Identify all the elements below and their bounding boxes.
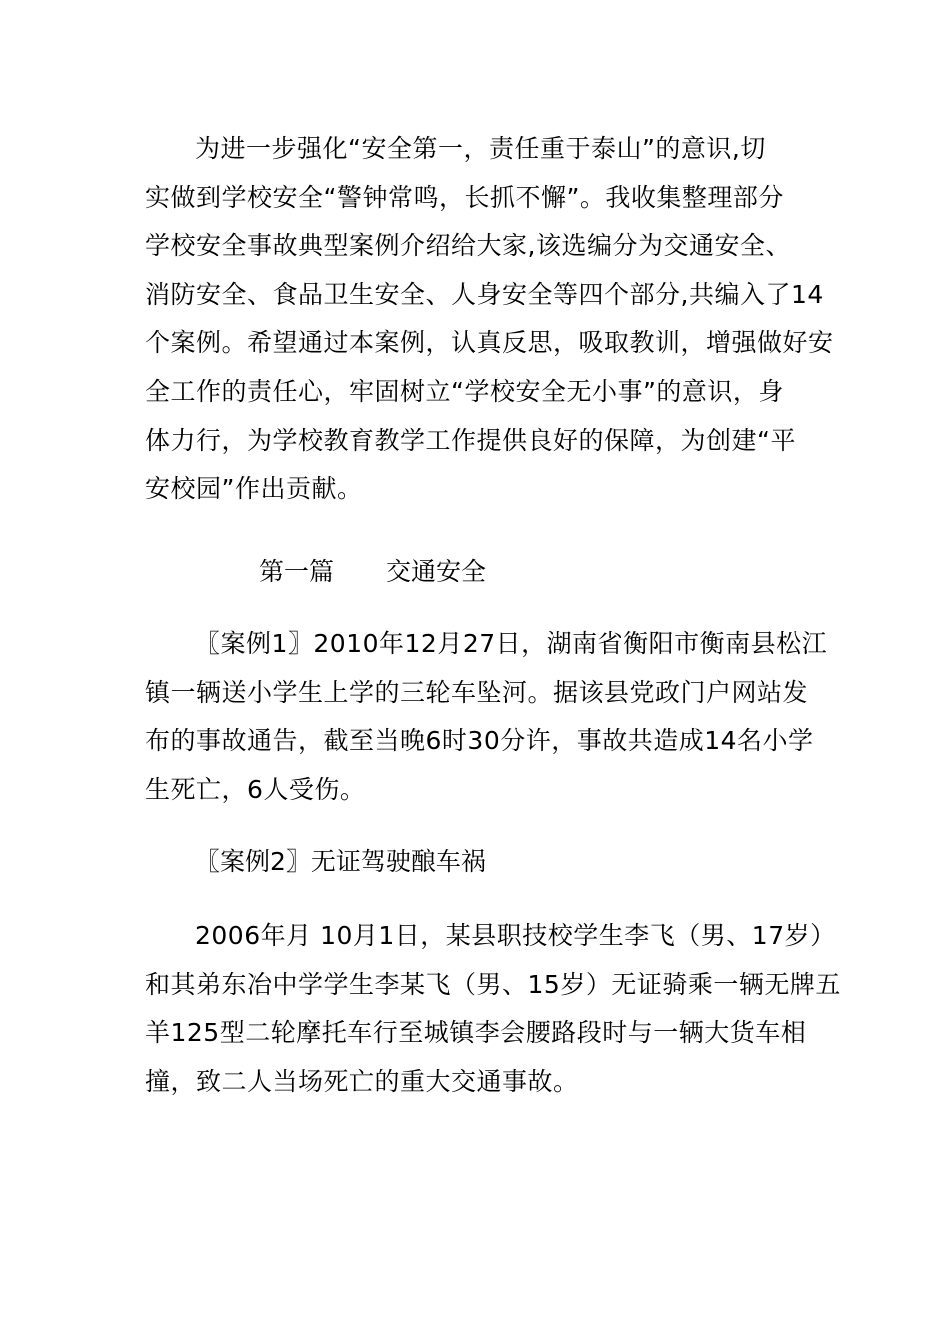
paragraph-line: 镇一辆送小学生上学的三轮车坠河。据该县党政门户网站发 [145,677,809,707]
paragraph-line: 生死亡，6人受伤。 [145,774,366,804]
section-title: 交通安全 [386,557,487,586]
paragraph-line: 2006年月 10月1日，某县职技校学生李飞（男、17岁） [195,921,836,950]
paragraph-line: 个案例。希望通过本案例，认真反思，吸取教训，增强做好安 [145,328,834,358]
paragraph-line: 为进一步强化“安全第一，责任重于泰山”的意识,切 [195,134,766,163]
paragraph-line: 消防安全、食品卫生安全、人身安全等四个部分,共编入了14 [145,279,824,309]
paragraph-line: 体力行，为学校教育教学工作提供良好的保障，为创建“平 [145,425,796,455]
paragraph-line: 安校园”作出贡献。 [145,474,363,504]
section-part: 第一篇 [259,557,335,586]
intro-paragraph [145,125,834,514]
case2-paragraph [145,912,841,1106]
paragraph-line: 撞，致二人当场死亡的重大交通事故。 [145,1066,579,1096]
paragraph-line: 布的事故通告，截至当晚6时30分许，事故共造成14名小学 [145,726,814,756]
paragraph-line: 学校安全事故典型案例介绍给大家,该选编分为交通安全、 [145,231,791,261]
case2-title: 〖案例2〗无证驾驶酿车祸 [195,847,486,876]
paragraph-line: 全工作的责任心，牢固树立“学校安全无小事”的意识，身 [145,376,784,406]
paragraph-line: 实做到学校安全“警钟常鸣，长抓不懈”。我收集整理部分 [145,182,784,212]
paragraph-line: 羊125型二轮摩托车行至城镇李会腰路段时与一辆大货车相 [145,1018,807,1048]
case1-paragraph [145,620,828,814]
paragraph-line: 〖案例1〗2010年12月27日，湖南省衡阳市衡南县松江 [195,629,828,658]
section-heading [259,548,486,596]
paragraph-line: 和其弟东冶中学学生李某飞（男、15岁）无证骑乘一辆无牌五 [145,969,841,999]
